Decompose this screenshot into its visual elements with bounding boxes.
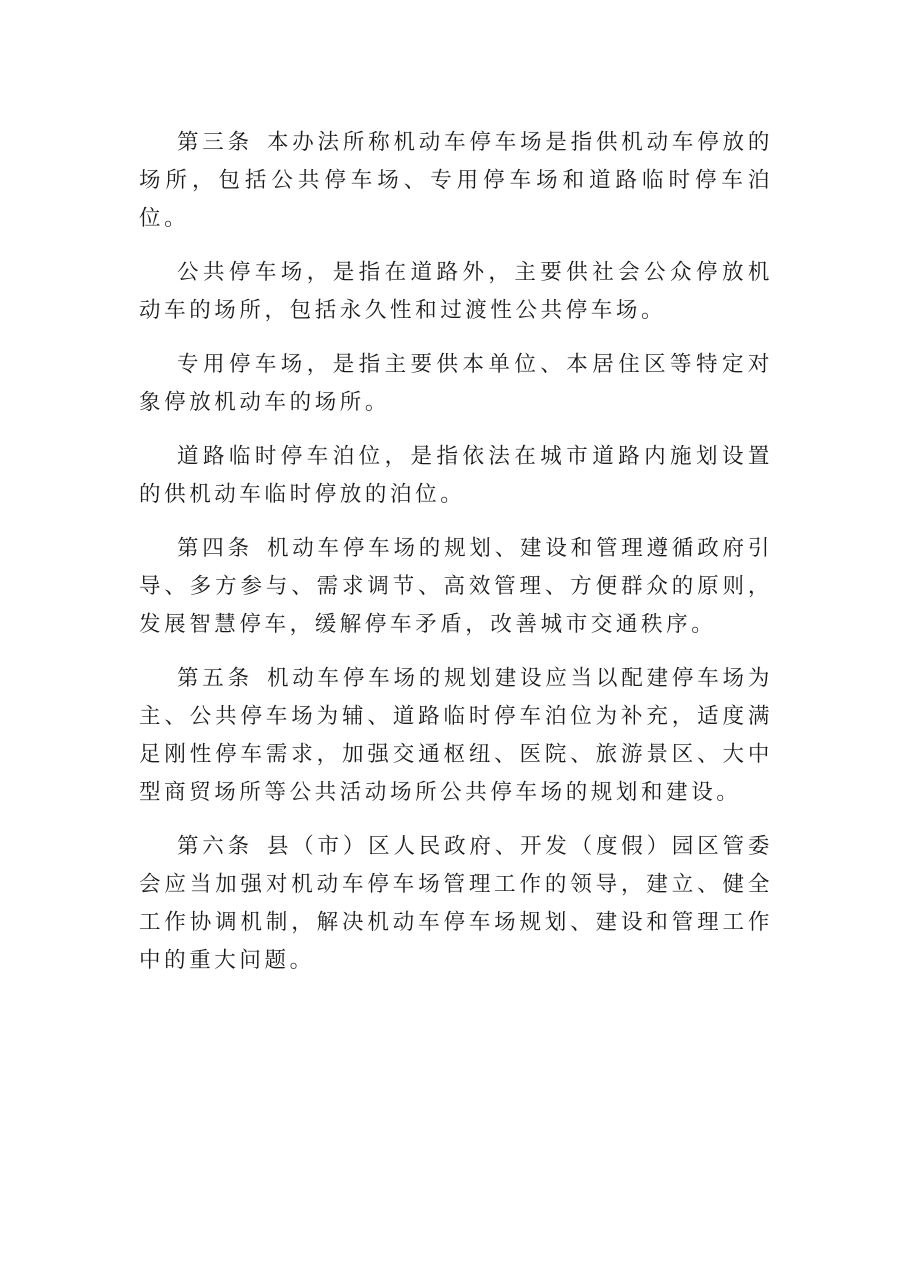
- article-number: 第四条: [177, 536, 253, 561]
- paragraph-text: 机动车停车场的规划建设应当以配建停车场为主、公共停车场为辅、道路临时停车泊位为补充，适度满足刚性停车需求，加强交通枢纽、医院、旅游景区、大中型商贸场所等公共活动场所公共停车场的规划和建设。: [139, 666, 773, 805]
- paragraph-text: 县（市）区人民政府、开发（度假）园区管委会应当加强对机动车停车场管理工作的领导，建立、健全工作协调机制，解决机动车停车场规划、建设和管理工作中的重大问题。: [139, 834, 773, 973]
- paragraph-article-5: [139, 660, 773, 812]
- paragraph-dedicated-parking: [139, 346, 773, 422]
- paragraph-text: 公共停车场，是指在道路外，主要供社会公众停放机动车的场所，包括永久性和过渡性公共停车场。: [139, 260, 773, 323]
- paragraph-text: 专用停车场，是指主要供本单位、本居住区等特定对象停放机动车的场所。: [139, 352, 773, 415]
- paragraph-article-4: [139, 530, 773, 644]
- paragraph-article-6: [139, 828, 773, 980]
- paragraph-road-parking: [139, 438, 773, 514]
- paragraph-public-parking: [139, 254, 773, 330]
- paragraph-text: 本办法所称机动车停车场是指供机动车停放的场所，包括公共停车场、专用停车场和道路临时停车泊位。: [139, 130, 773, 231]
- article-number: 第六条: [177, 834, 253, 859]
- paragraph-article-3: [139, 124, 773, 238]
- paragraph-text: 道路临时停车泊位，是指依法在城市道路内施划设置的供机动车临时停放的泊位。: [139, 444, 773, 507]
- paragraph-text: 机动车停车场的规划、建设和管理遵循政府引导、多方参与、需求调节、高效管理、方便群众的原则，发展智慧停车，缓解停车矛盾，改善城市交通秩序。: [139, 536, 773, 637]
- article-number: 第三条: [177, 130, 253, 155]
- document-body: [139, 124, 773, 996]
- article-number: 第五条: [177, 666, 253, 691]
